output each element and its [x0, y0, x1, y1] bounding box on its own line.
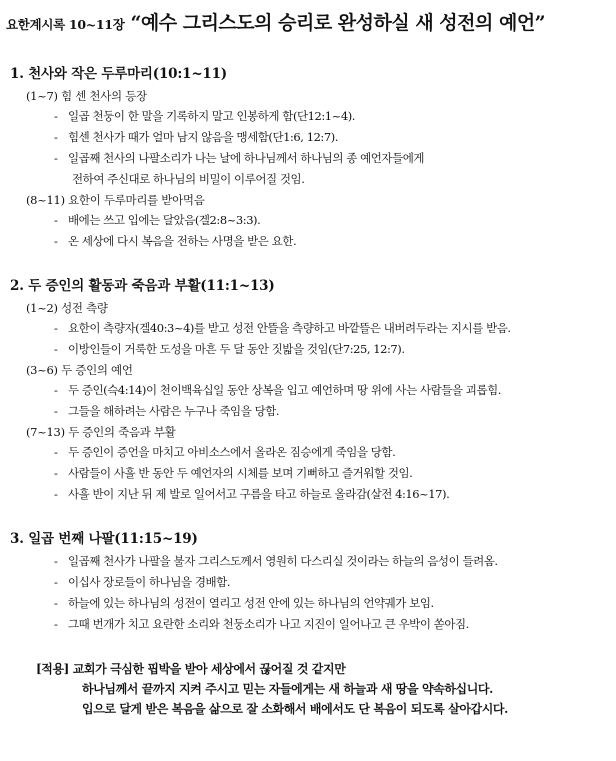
bullet-dash: -: [54, 321, 58, 335]
list-item: [54, 210, 608, 231]
outline-section: [6, 62, 608, 252]
bullet-dash: -: [54, 130, 58, 144]
list-item-text: 요한이 측량자(겔40:3~4)를 받고 성전 안뜰을 측량하고 바깥뜰은 내버려두라는 지시를 받음.: [68, 321, 511, 335]
subsection-title: (3~6) 두 증인의 예언: [26, 363, 133, 377]
bullet-dash: -: [54, 554, 58, 568]
application-line-1: [적용] 교회가 극심한 핍박을 받아 세상에서 끊어질 것 같지만: [36, 662, 346, 676]
page-title: “예수 그리스도의 승리로 완성하실 새 성전의 예언”: [130, 12, 546, 34]
list-item: [54, 572, 608, 593]
list-item: [54, 442, 608, 463]
list-item: [54, 148, 608, 169]
list-item: [54, 318, 608, 339]
list-item-text: 하늘에 있는 하나님의 성전이 열리고 성전 안에 있는 하나님의 언약궤가 보임.: [68, 596, 434, 610]
application-line-2: 하나님께서 끝까지 지켜 주시고 믿는 자들에게는 새 하늘과 새 땅을 약속하십니다.: [82, 682, 493, 696]
list-item-text: 일곱 천둥이 한 말을 기록하지 말고 인봉하게 함(단12:1~4).: [68, 109, 355, 123]
list-item: [54, 127, 608, 148]
list-item-text: 이방인들이 거룩한 도성을 마흔 두 달 동안 짓밟을 것임(단7:25, 12:7).: [68, 342, 405, 356]
list-item-text: 일곱째 천사의 나팔소리가 나는 날에 하나님께서 하나님의 종 예언자들에게: [68, 151, 425, 165]
outline-body: [6, 62, 608, 635]
bullet-dash: -: [54, 487, 58, 501]
bullet-dash: -: [54, 445, 58, 459]
list-item: [54, 231, 608, 252]
list-item-text: 일곱째 천사가 나팔을 불자 그리스도께서 영원히 다스리실 것이라는 하늘의 음성이 들려옴.: [68, 554, 498, 568]
list-item-text: 이십사 장로들이 하나님을 경배함.: [68, 575, 231, 589]
outline-section: [6, 274, 608, 505]
list-item: [54, 484, 608, 505]
section-title: 1. 천사와 작은 두루마리(10:1~11): [10, 66, 227, 82]
bullet-dash: -: [54, 213, 58, 227]
list-item: [54, 463, 608, 484]
list-item-text: 그들을 해하려는 사람은 누구나 죽임을 당함.: [68, 404, 280, 418]
list-item-text: 사흘 반이 지난 뒤 제 발로 일어서고 구름을 타고 하늘로 올라감(살전 4:16~17).: [68, 487, 450, 501]
bullet-dash: -: [54, 575, 58, 589]
list-item-text: 배에는 쓰고 입에는 달았음(겔2:8~3:3).: [68, 213, 261, 227]
section-title: 3. 일곱 번째 나팔(11:15~19): [10, 531, 198, 547]
list-item: [54, 593, 608, 614]
subsection-title: (1~7) 힘 센 천사의 등장: [26, 89, 147, 103]
list-item-text: 사람들이 사흘 반 동안 두 예언자의 시체를 보며 기뻐하고 즐거워할 것임.: [68, 466, 413, 480]
application-block: [36, 659, 608, 719]
list-item: [54, 551, 608, 572]
application-line-3: 입으로 달게 받은 복음을 삶으로 잘 소화해서 배에서도 단 복음이 되도록 살아갑시다.: [82, 702, 508, 716]
list-item-text: 온 세상에 다시 복음을 전하는 사명을 받은 요한.: [68, 234, 297, 248]
list-item-text: 두 증인이 증언을 마치고 아비소스에서 올라온 짐승에게 죽임을 당함.: [68, 445, 396, 459]
list-item-continuation: 전하여 주신대로 하나님의 비밀이 이루어질 것임.: [72, 172, 305, 186]
list-item: [54, 339, 608, 360]
subsection-title: (7~13) 두 증인의 죽음과 부활: [26, 425, 176, 439]
subsection-title: (8~11) 요한이 두루마리를 받아먹음: [26, 193, 205, 207]
bullet-dash: -: [54, 151, 58, 165]
bullet-dash: -: [54, 617, 58, 631]
list-item: [54, 380, 608, 401]
list-item: [54, 106, 608, 127]
bullet-dash: -: [54, 404, 58, 418]
section-title: 2. 두 증인의 활동과 죽음과 부활(11:1~13): [10, 278, 275, 294]
bullet-dash: -: [54, 234, 58, 248]
list-item-text: 그때 번개가 치고 요란한 소리와 천둥소리가 나고 지진이 일어나고 큰 우박이 쏟아짐.: [68, 617, 469, 631]
outline-section: [6, 527, 608, 635]
list-item-text: 힘센 천사가 때가 얼마 남지 않음을 맹세함(단1:6, 12:7).: [68, 130, 338, 144]
chapter-reference: 요한계시록 10~11장: [6, 17, 125, 32]
bullet-dash: -: [54, 342, 58, 356]
bullet-dash: -: [54, 383, 58, 397]
bullet-dash: -: [54, 466, 58, 480]
page-header: [6, 8, 608, 38]
bullet-dash: -: [54, 596, 58, 610]
list-item-text: 두 증인(슥4:14)이 천이백육십일 동안 상복을 입고 예언하며 땅 위에 사는 사람들을 괴롭힘.: [68, 383, 501, 397]
list-item: [54, 614, 608, 635]
list-item: [54, 401, 608, 422]
bullet-dash: -: [54, 109, 58, 123]
subsection-title: (1~2) 성전 측량: [26, 301, 108, 315]
